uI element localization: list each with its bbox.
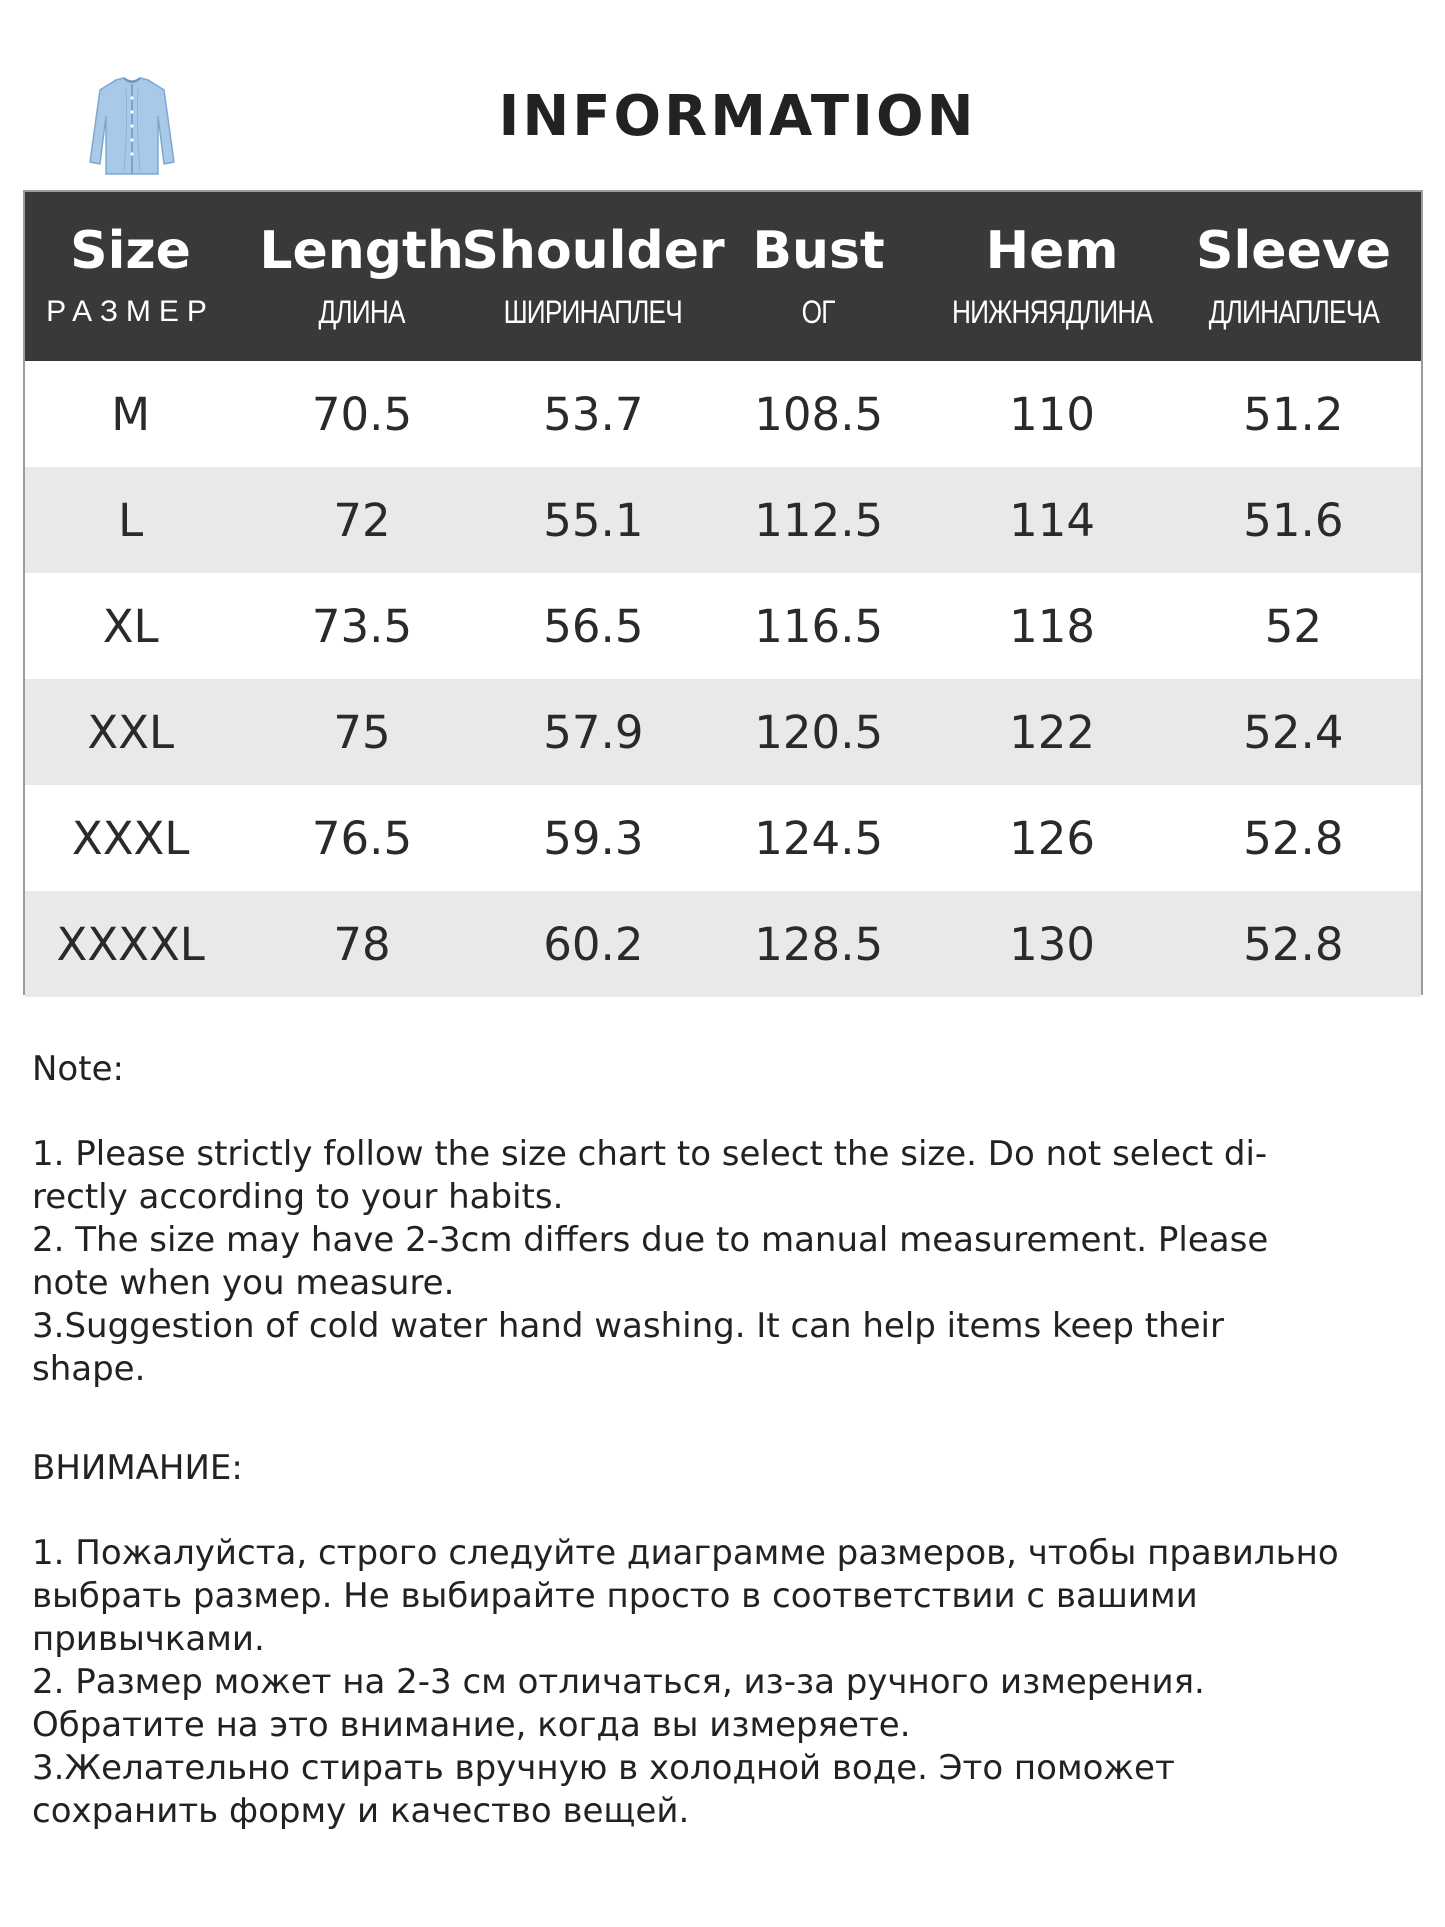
cell-hem: 114 <box>1009 493 1095 547</box>
cell-bust: 124.5 <box>754 811 884 865</box>
note-line-en: shape. <box>32 1349 146 1389</box>
header-label-ru: ДЛИНА <box>318 293 405 330</box>
table-row <box>25 891 1421 997</box>
header-hem <box>938 192 1166 361</box>
cell-hem: 122 <box>1009 705 1095 759</box>
table-row <box>25 361 1421 467</box>
note-heading-en: Note: <box>32 1049 124 1089</box>
cell-hem: 126 <box>1009 811 1095 865</box>
note-line-en: 3.Suggestion of cold water hand washing. It can help items keep their <box>32 1306 1224 1346</box>
cell-size: XXXL <box>71 811 190 865</box>
cell-length: 78 <box>333 917 391 971</box>
header-label-ru: ОГ <box>802 293 836 330</box>
note-line-en: 2. The size may have 2-3cm differs due to manual measurement. Please <box>32 1220 1269 1260</box>
header-label-ru: ДЛИНАПЛЕЧА <box>1208 293 1379 330</box>
table-header <box>25 192 1421 361</box>
cell-bust: 116.5 <box>754 599 884 653</box>
cell-sleeve: 52.8 <box>1243 917 1344 971</box>
note-heading-ru: ВНИМАНИЕ: <box>32 1448 243 1488</box>
cell-shoulder: 59.3 <box>543 811 644 865</box>
notes-section <box>32 1048 1412 1833</box>
cell-size: XXXXL <box>56 917 205 971</box>
header-size <box>25 192 236 361</box>
header-label-ru: РАЗМЕР <box>46 294 215 328</box>
cell-shoulder: 60.2 <box>543 917 644 971</box>
header-label-en: Size <box>70 220 191 281</box>
table-row <box>25 679 1421 785</box>
table-row <box>25 467 1421 573</box>
size-chart-table <box>23 190 1423 995</box>
header-label-en: Bust <box>752 220 885 281</box>
cell-size: XL <box>102 599 159 653</box>
header-label-en: Length <box>259 220 464 281</box>
cell-length: 70.5 <box>311 387 413 441</box>
note-line-en: note when you measure. <box>32 1263 455 1303</box>
cell-sleeve: 51.6 <box>1243 493 1344 547</box>
cell-size: M <box>111 387 151 441</box>
note-line-ru: Обратите на это внимание, когда вы измеряете. <box>32 1705 911 1745</box>
cell-size: XXL <box>87 705 175 759</box>
note-line-ru: привычками. <box>32 1619 265 1659</box>
cell-length: 76.5 <box>311 811 413 865</box>
cell-shoulder: 57.9 <box>543 705 644 759</box>
note-line-en: rectly according to your habits. <box>32 1177 564 1217</box>
header-label-ru: ШИРИНАПЛЕЧ <box>503 293 683 330</box>
cell-length: 75 <box>333 705 391 759</box>
header-label-en: Shoulder <box>461 220 725 281</box>
header-sleeve <box>1166 192 1421 361</box>
note-line-ru: 1. Пожалуйста, строго следуйте диаграмме размеров, чтобы правильно <box>32 1533 1339 1573</box>
cell-sleeve: 52.4 <box>1243 705 1344 759</box>
cell-hem: 118 <box>1009 599 1095 653</box>
header-label-en: Sleeve <box>1196 220 1392 281</box>
header-label-ru: НИЖНЯЯДЛИНА <box>951 293 1153 330</box>
note-line-ru: выбрать размер. Не выбирайте просто в соответствии с вашими <box>32 1576 1198 1616</box>
note-line-ru: 3.Желательно стирать вручную в холодной воде. Это поможет <box>32 1748 1175 1788</box>
table-row <box>25 785 1421 891</box>
cell-sleeve: 52 <box>1264 599 1322 653</box>
note-line-en: 1. Please strictly follow the size chart to select the size. Do not select di- <box>32 1134 1268 1174</box>
header-length <box>236 192 487 361</box>
cell-length: 72 <box>333 493 391 547</box>
cell-bust: 112.5 <box>754 493 884 547</box>
cell-size: L <box>118 493 144 547</box>
cell-sleeve: 51.2 <box>1243 387 1344 441</box>
page-title: INFORMATION <box>498 84 977 149</box>
note-line-ru: 2. Размер может на 2-3 см отличаться, из-за ручного измерения. <box>32 1662 1205 1702</box>
header-shoulder <box>461 192 725 361</box>
cell-shoulder: 55.1 <box>543 493 644 547</box>
cell-shoulder: 56.5 <box>543 599 644 653</box>
table-row <box>25 573 1421 679</box>
cell-bust: 108.5 <box>754 387 884 441</box>
note-line-ru: сохранить форму и качество вещей. <box>32 1791 690 1831</box>
header-bust <box>699 192 938 361</box>
cell-sleeve: 52.8 <box>1243 811 1344 865</box>
cell-hem: 110 <box>1009 387 1095 441</box>
header-label-en: Hem <box>985 220 1119 281</box>
cell-bust: 120.5 <box>754 705 884 759</box>
cell-hem: 130 <box>1009 917 1095 971</box>
cell-length: 73.5 <box>311 599 413 653</box>
cell-shoulder: 53.7 <box>543 387 644 441</box>
cell-bust: 128.5 <box>754 917 884 971</box>
